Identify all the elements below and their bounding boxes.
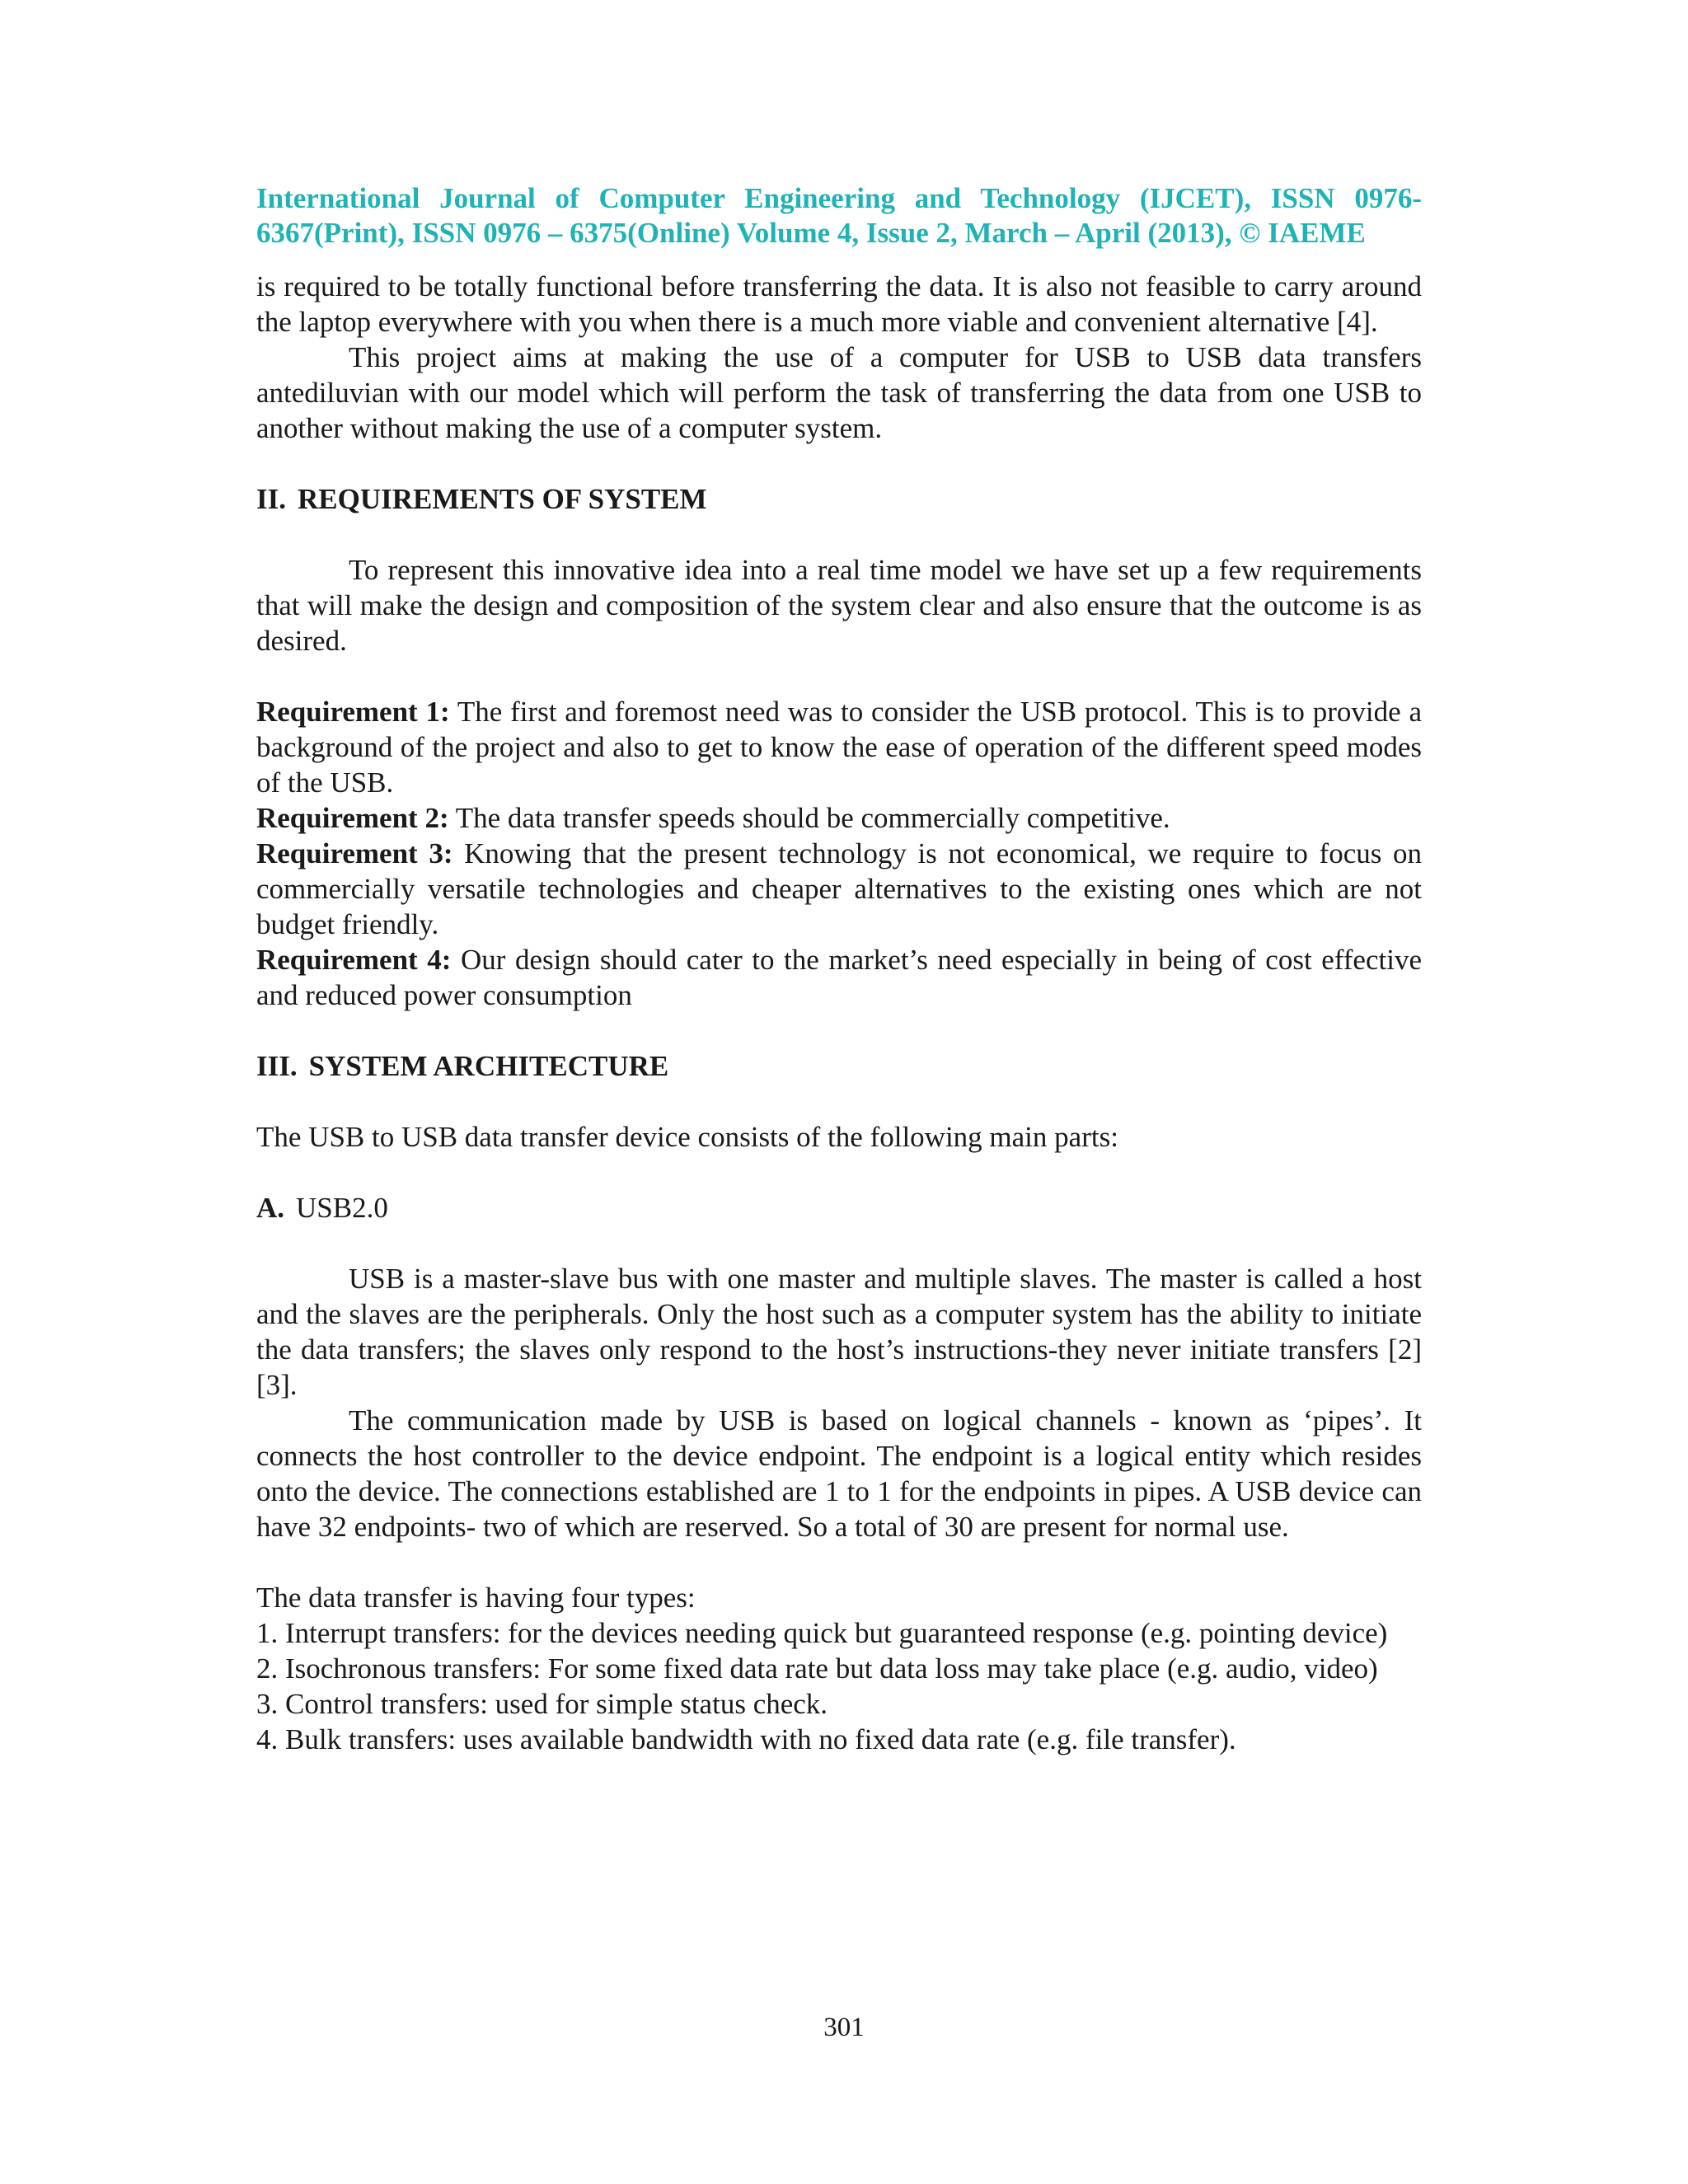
intro-paragraph-2: This project aims at making the use of a computer for USB to USB data transfers antediluvian with our model which will perform the task of transferring the data from one USB to another without making the use of a computer system. — [256, 341, 1422, 444]
subsection-title: USB2.0 — [296, 1192, 388, 1224]
requirement-item — [256, 942, 1422, 1013]
requirement-text: The first and foremost need was to consider the USB protocol. This is to provide a background of the project and also to get to know the ease of operation of the different speed modes of the USB. — [256, 696, 1422, 799]
transfer-types-intro: The data transfer is having four types: — [256, 1582, 696, 1614]
spacer — [256, 1226, 1422, 1261]
transfer-type-item: 4. Bulk transfers: uses available bandwidth with no fixed data rate (e.g. file transfer). — [256, 1723, 1236, 1755]
subsection-letter: A. — [256, 1192, 285, 1224]
spacer — [256, 1155, 1422, 1190]
requirements-intro-paragraph: To represent this innovative idea into a real time model we have set up a few requirements that will make the design and composition of the system clear and also ensure that the outcome is as desired. — [256, 554, 1422, 657]
page-number: 301 — [823, 2013, 865, 2042]
requirement-item — [256, 800, 1422, 836]
section-number: III. — [256, 1050, 298, 1082]
architecture-intro-paragraph: The USB to USB data transfer device consists of the following main parts: — [256, 1121, 1118, 1153]
transfer-type-item: 2. Isochronous transfers: For some fixed data rate but data loss may take place (e.g. audio, video) — [256, 1652, 1378, 1685]
transfer-type-item: 3. Control transfers: used for simple status check. — [256, 1688, 828, 1720]
spacer — [256, 1084, 1422, 1119]
spacer — [256, 658, 1422, 694]
section-number: II. — [256, 483, 286, 515]
section-title: REQUIREMENTS OF SYSTEM — [298, 483, 707, 515]
requirement-text: Our design should cater to the market’s need especially in being of cost effective and reduced power consumption — [256, 944, 1422, 1011]
page-content — [256, 181, 1422, 1757]
transfer-type-item: 1. Interrupt transfers: for the devices needing quick but guaranteed response (e.g. pointing device) — [256, 1617, 1388, 1649]
requirement-label: Requirement 1: — [256, 696, 450, 728]
requirement-item — [256, 836, 1422, 942]
requirement-text: Knowing that the present technology is not economical, we require to focus on commercially versatile technologies and cheaper alternatives to the existing ones which are not budget friendly. — [256, 837, 1423, 940]
journal-header: International Journal of Computer Engineering and Technology (IJCET), ISSN 0976-6367(Print), ISSN 0976 – 6375(Online) Volume 4, Issue 2, March – April (2013), © IAEME — [256, 182, 1422, 249]
requirement-label: Requirement 2: — [256, 802, 449, 834]
requirement-text: The data transfer speeds should be commercially competitive. — [455, 802, 1170, 834]
spacer — [256, 446, 1422, 481]
requirement-label: Requirement 3: — [256, 837, 453, 869]
spacer — [256, 517, 1422, 552]
requirement-label: Requirement 4: — [256, 944, 452, 976]
usb-paragraph-2: The communication made by USB is based on logical channels - known as ‘pipes’. It connects the host controller to the device endpoint. The endpoint is a logical entity which resides onto the device. The connections established are 1 to 1 for the endpoints in pipes. A USB device can have 32 endpoints- two of which are reserved. So a total of 30 are present for normal use. — [256, 1404, 1422, 1543]
subsection-heading-usb — [256, 1190, 1422, 1226]
spacer — [256, 1544, 1422, 1580]
usb-paragraph-1: USB is a master-slave bus with one master and multiple slaves. The master is called a host and the slaves are the peripherals. Only the host such as a computer system has the ability to initiate the data transfers; the slaves only respond to the host’s instructions-they never initiate transfers [2] [3]. — [256, 1263, 1422, 1401]
section-heading-requirements — [256, 481, 1422, 517]
section-heading-architecture — [256, 1048, 1422, 1084]
spacer — [256, 1013, 1422, 1048]
section-title: SYSTEM ARCHITECTURE — [308, 1050, 669, 1082]
intro-paragraph-1: is required to be totally functional before transferring the data. It is also not feasible to carry around the laptop everywhere with you when there is a much more viable and convenient alternative [4]. — [256, 270, 1422, 338]
requirement-item — [256, 694, 1422, 800]
